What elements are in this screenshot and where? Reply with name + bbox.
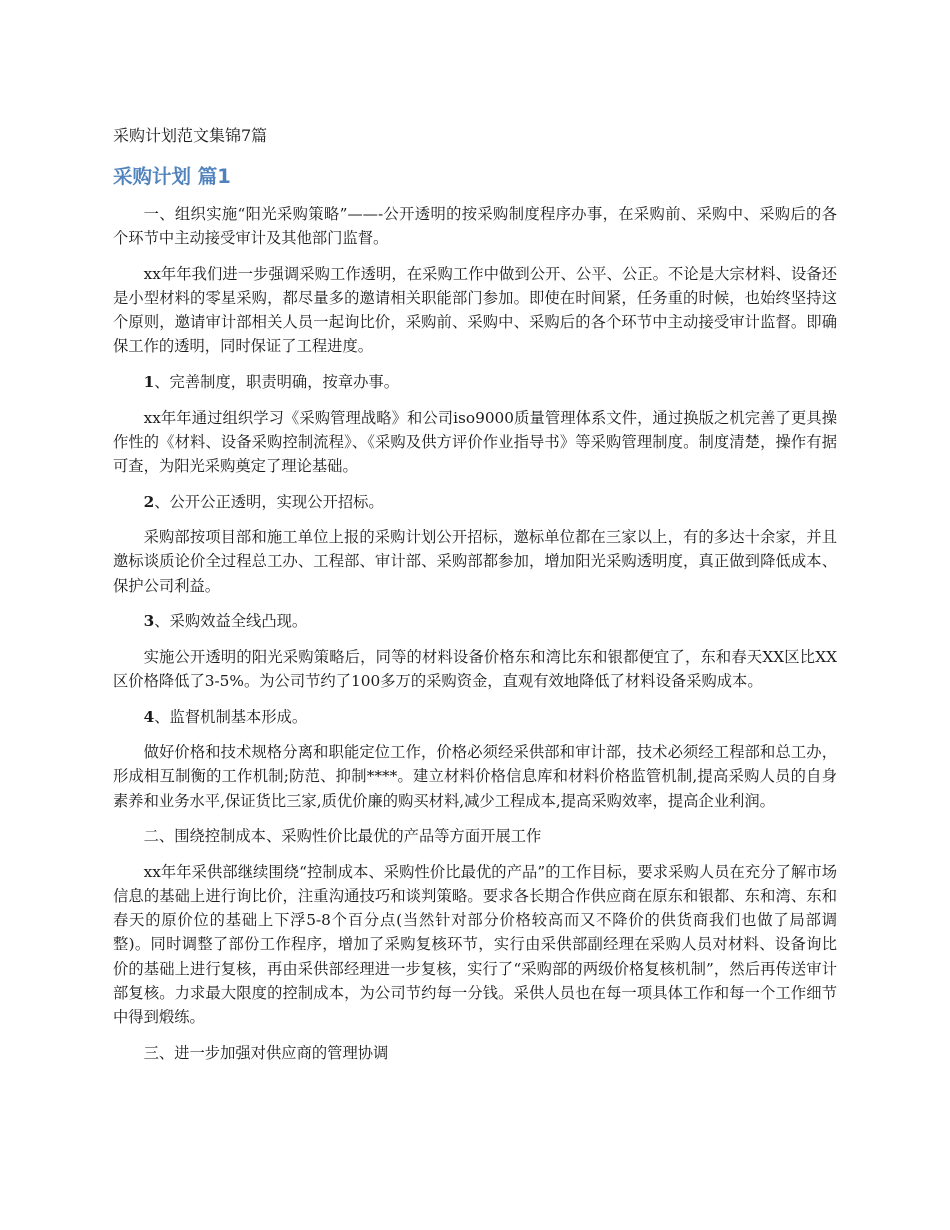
paragraph: 一、组织实施“阳光采购策略”——-公开透明的按采购制度程序办事，在采购前、采购中、采购后的各个环节中主动接受审计及其他部门监督。	[113, 205, 837, 248]
document-body	[113, 202, 837, 1076]
list-item-number: 1	[143, 373, 155, 391]
paragraph: xx年年采供部继续围绕“控制成本、采购性价比最优的产品”的工作目标，要求采购人员在充分了解市场信息的基础上进行询比价，注重沟通技巧和谈判策略。要求各长期合作供应商在原东和银都、东和湾、东和春天的原价位的基础上下浮5-8个百分点(当然针对部分价格较高而又不降价的供货商我们也做了局部调整)。同时调整了部份工作程序，增加了采购复核环节，实行由采供部副经理在采购人员对材料、设备询比价的基础上进行复核，再由采供部经理进一步复核，实行了“采购部的两级价格复核机制”，然后再传送审计部复核。力求最大限度的控制成本，为公司节约每一分钱。采供人员也在每一项具体工作和每一个工作细节中得到煅练。	[113, 862, 837, 1026]
list-item: 3、采购效益全线凸现。	[143, 612, 308, 631]
paragraph: xx年年通过组织学习《采购管理战略》和公司iso9000质量管理体系文件，通过换版之机完善了更具操作性的《材料、设备采购控制流程》、《采购及供方评价作业指导书》等采购管理制度。制度清楚，操作有据可查，为阳光采购奠定了理论基础。	[113, 408, 837, 475]
list-item: 1、完善制度，职责明确，按章办事。	[143, 373, 400, 391]
paragraph: 实施公开透明的阳光采购策略后，同等的材料设备价格东和湾比东和银都便宜了，东和春天XX区比XX区价格降低了3-5%。为公司节约了100多万的采购资金，直观有效地降低了材料设备采购成本。	[113, 647, 837, 690]
list-item: 4、监督机制基本形成。	[143, 707, 308, 726]
list-item-number: 4	[143, 707, 155, 726]
section-heading: 采购计划 篇1	[113, 165, 231, 188]
list-item-number: 2	[143, 492, 155, 511]
list-item: 2、公开公正透明，实现公开招标。	[143, 492, 384, 511]
paragraph: xx年年我们进一步强调采购工作透明，在采购工作中做到公开、公平、公正。不论是大宗材料、设备还是小型材料的零星采购，都尽量多的邀请相关职能部门参加。即使在时间紧，任务重的时候，也始终坚持这个原则，邀请审计部相关人员一起询比价，采购前、采购中、采购后的各个环节中主动接受审计监督。即确保工作的透明，同时保证了工程进度。	[113, 264, 837, 356]
paragraph: 做好价格和技术规格分离和职能定位工作，价格必须经采供部和审计部，技术必须经工程部和总工办，形成相互制衡的工作机制;防范、抑制****。建立材料价格信息库和材料价格监管机制,提高采购人员的自身素养和业务水平,保证货比三家,质优价廉的购买材料,减少工程成本,提高采购效率，提高企业利润。	[113, 743, 837, 810]
document-title: 采购计划范文集锦7篇	[113, 126, 268, 145]
paragraph: 三、进一步加强对供应商的管理协调	[143, 1043, 389, 1062]
paragraph: 采购部按项目部和施工单位上报的采购计划公开招标，邀标单位都在三家以上，有的多达十余家，并且邀标谈质论价全过程总工办、工程部、审计部、采购部都参加，增加阳光采购透明度，真正做到降低成本、保护公司利益。	[113, 528, 837, 595]
list-item-number: 3	[143, 612, 155, 631]
paragraph: 二、围绕控制成本、采购性价比最优的产品等方面开展工作	[143, 827, 542, 846]
